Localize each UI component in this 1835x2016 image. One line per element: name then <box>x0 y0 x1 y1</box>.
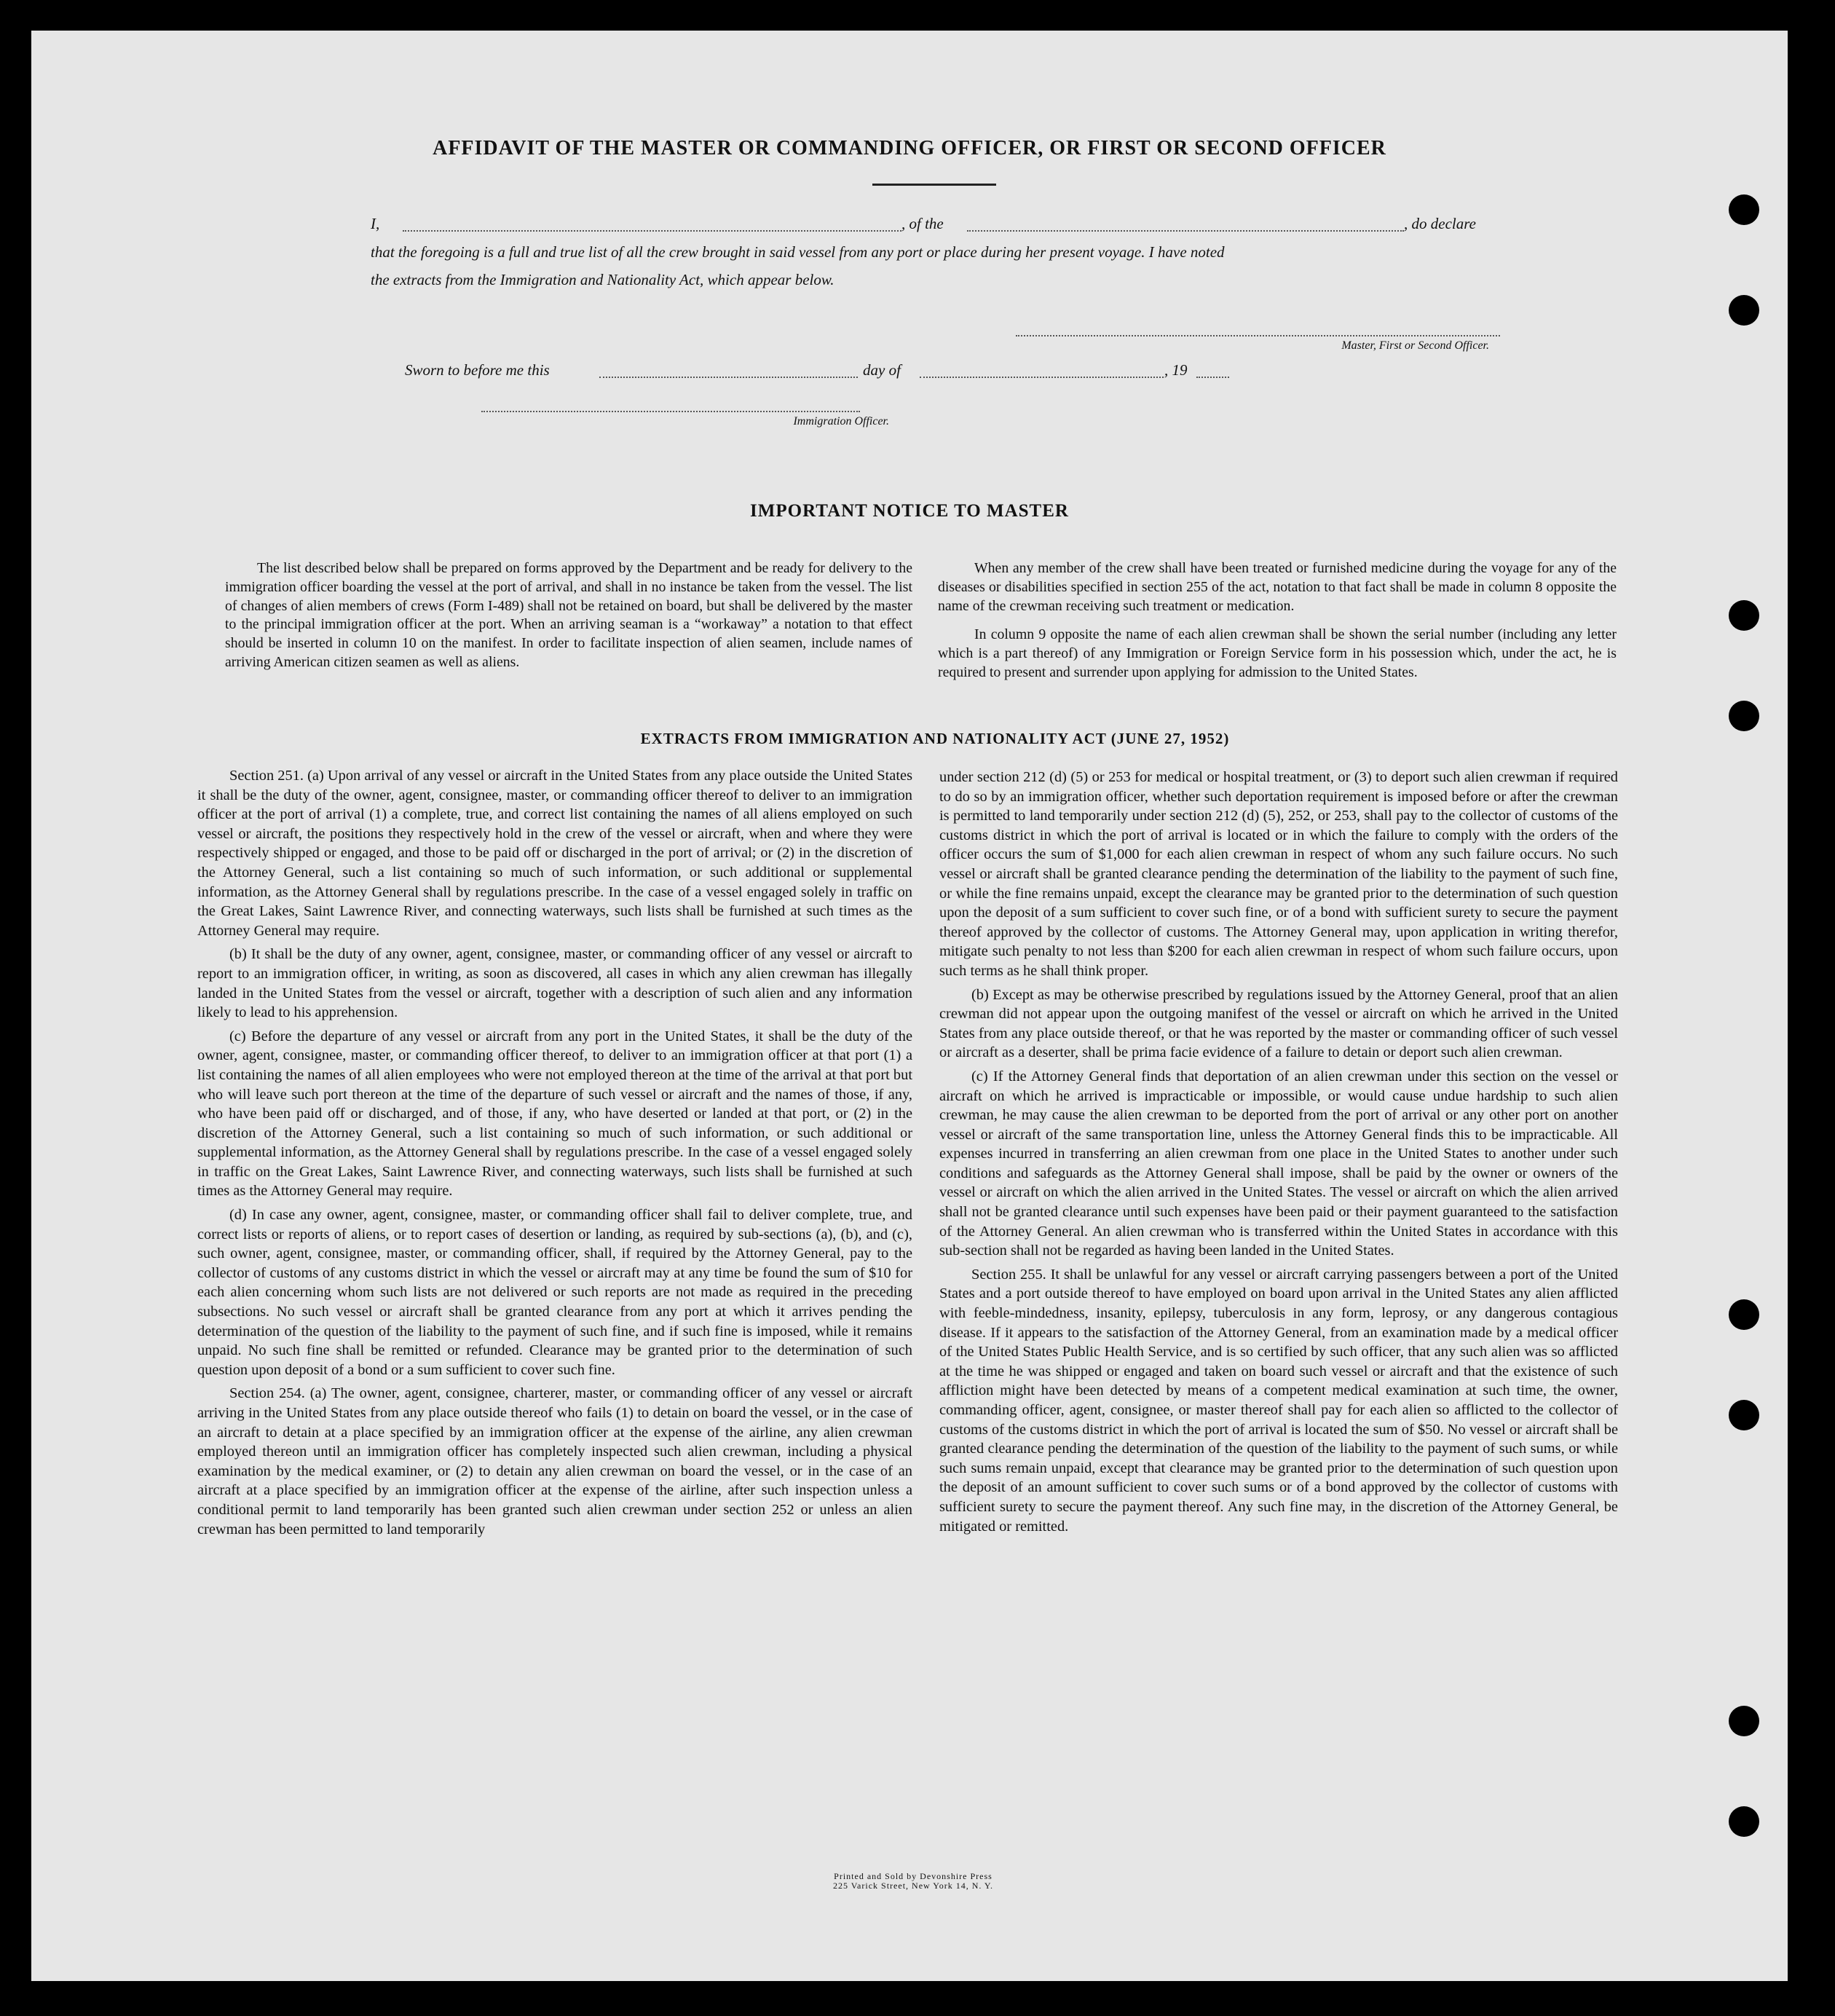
punch-hole <box>1729 1806 1759 1837</box>
sworn-year-blank[interactable] <box>1196 377 1229 378</box>
section-255: Section 255. It shall be unlawful for any vessel or aircraft carrying passengers between a port of the United States and a port outside thereof to have employed on board upon arrival in the United States any alien afflicted with feeble-mindedness, insanity, epilepsy, tuberculosis in any form, leprosy, or any dangerous contagious disease. If it appears to the satisfaction of the Attorney General, from an examination made by a medical officer of the United States Public Health Service, and is so certified by such officer, that any such alien was so afflicted at the time he was shipped or engaged and taken on board such vessel or aircraft and that the existence of such affliction might have been detected by means of a competent medical examination at such time, the owner, commanding officer, agent, consignee, or master thereof shall pay for each alien so afflicted to the collector of customs of the customs district in which the port of arrival is located the sum of $50. No vessel or aircraft shall be granted clearance pending the determination of the question of the liability to the payment of such sums, or while such sums remain unpaid, except that clearance may be granted prior to the determination of such question upon the deposit of an amount sufficient to cover such sums or of a bond approved by the collector of customs with sufficient surety to secure the payment thereof. Any such fine may, in the discretion of the Attorney General, be mitigated or remitted. <box>939 1266 1618 1535</box>
sworn-label: Sworn to before me this <box>405 361 550 379</box>
sworn-month-blank[interactable] <box>920 377 1164 378</box>
officer-signature-label: Immigration Officer. <box>793 415 889 428</box>
section-254a-continued: under section 212 (d) (5) or 253 for medical or hospital treatment, or (3) to deport such alien crewman if required to do so by an immigration officer, whether such deportation requirement is imposed before or after the crewman is permitted to land temporarily under section 212 (d) (5), 252, or 253, shall pay to the collector of customs of the customs district in which the port of arrival is located or in which the failure to comply with the orders of the officer occurs the sum of $1,000 for each alien crewman in respect of whom any such failure occurs. No such vessel or aircraft shall be granted clearance pending the determination of the liability to the payment of such fine, or while the fine remains unpaid, except the clearance may be granted prior to the determination of such question upon the deposit of a sum sufficient to cover such fine, or of a bond with sufficient surety to secure the payment thereof approved by the collector of customs. The Attorney General may, upon application in writing therefor, mitigate such penalty to not less than $200 for each alien crewman in respect of whom such failure occurs, upon such terms as he shall think proper. <box>939 769 1618 979</box>
title-underline <box>872 184 996 186</box>
section-251c: (c) Before the departure of any vessel or aircraft from any port in the United States, it shall be the duty of the owner, agent, consignee, master, or commanding officer thereof, to deliver to an immigration officer at that port (1) a list containing the names of all alien employees who were not employed thereon at the time of the arrival at that port but who will leave such port thereon at the time of the departure of such vessel or aircraft and the names of those, if any, who have been paid off or discharged, and of those, if any, who have deserted or landed at that port, or (2) in the discretion of the Attorney General, such a list containing so much of such information, or such additional or supplemental information, as the Attorney General shall by regulations prescribe. In the case of a vessel engaged solely in traffic on the Great Lakes, Saint Lawrence River, and connecting waterways, such lists shall be furnished at such times as the Attorney General may require. <box>197 1028 912 1200</box>
extracts-right-column <box>939 768 1618 1540</box>
document-page <box>31 31 1788 1981</box>
master-signature-line[interactable] <box>1016 335 1500 336</box>
printer-imprint <box>31 1872 1788 1891</box>
notice-left-column <box>225 559 912 682</box>
punch-hole <box>1729 194 1759 225</box>
day-of-label: day of <box>863 361 901 379</box>
punch-hole <box>1729 701 1759 731</box>
notice-left-paragraph: The list described below shall be prepared on forms approved by the Department and be ready for delivery to the immigration officer boarding the vessel at the port of arrival, and shall in no instance be taken from the vessel. The list of changes of alien members of crews (Form I-489) shall not be retained on board, but shall be delivered by the master to the principal immigration officer at the port. When an arriving seaman is a “workaway” a notation to that effect should be inserted in column 10 on the manifest. In order to facilitate inspection of alien seamen, include names of arriving American citizen seamen as well as aliens. <box>225 560 912 670</box>
punch-hole <box>1729 1400 1759 1430</box>
punch-hole <box>1729 600 1759 631</box>
officer-signature-line[interactable] <box>481 411 860 412</box>
notice-right-column <box>938 559 1617 693</box>
section-254a: Section 254. (a) The owner, agent, consignee, charterer, master, or commanding officer of any vessel or aircraft arriving in the United States from any place outside thereof who fails (1) to detain on board the vessel, or in the case of an aircraft to detain at a place specified by an immigration officer at the expense of the airline, any alien crewman employed thereon until an immigration officer has completely inspected such alien crewman, including a physical examination by the medical examiner, or (2) to detain any alien crewman on board the vessel, or in the case of an aircraft at a place specified by an immigration officer at the expense of the airline, after such inspection unless a conditional permit to land temporarily has been granted such alien crewman under section 252 or unless an alien crewman has been permitted to land temporarily <box>197 1385 912 1537</box>
section-251d: (d) In case any owner, agent, consignee, master, or commanding officer shall fail to deliver complete, true, and correct lists or reports of aliens, or to report cases of desertion or landing, as required by sub-sections (a), (b), and (c), such owner, agent, consignee, master, or commanding officer, shall, if required by the Attorney General, pay to the collector of customs of any customs district in which the vessel or aircraft may at any time be found the sum of $10 for each alien concerning whom such lists are not delivered or such reports are not made as required in the preceding subsections. No such vessel or aircraft shall be granted clearance from any port at which it arrives pending the determination of the question of the liability to the payment of such fine, and if such fine is imposed, while it remains unpaid. No such fine shall be remitted or refunded. Clearance may be granted prior to the determination of such question upon deposit of a bond or a sum sufficient to cover such fine. <box>197 1207 912 1378</box>
punch-hole <box>1729 1299 1759 1330</box>
section-254b: (b) Except as may be otherwise prescribed by regulations issued by the Attorney General, proof that an alien crewman did not appear upon the outgoing manifest of the vessel or aircraft on which he arrived in the United States from any place outside thereof, or that he was reported by the master or commanding officer of such vessel or aircraft as a deserter, shall be prima facie evidence of a failure to detain or deport such alien crewman. <box>939 986 1618 1061</box>
extracts-title: EXTRACTS FROM IMMIGRATION AND NATIONALITY ACT (JUNE 27, 1952) <box>640 730 1230 747</box>
section-251b: (b) It shall be the duty of any owner, agent, consignee, master, or commanding officer of any vessel or aircraft to report to an immigration officer, in writing, as soon as discovered, all cases in which any alien crewman has illegally landed in the United States from the vessel or aircraft, together with a description of such alien and any information likely to lead to his apprehension. <box>197 946 912 1021</box>
affidavit-title: AFFIDAVIT OF THE MASTER OR COMMANDING OFFICER, OR FIRST OR SECOND OFFICER <box>433 137 1386 160</box>
name-blank[interactable] <box>403 230 901 232</box>
printer-line-1: Printed and Sold by Devonshire Press <box>834 1871 993 1881</box>
section-254c: (c) If the Attorney General finds that deportation of an alien crewman under this section on the vessel or aircraft on which he arrived is impracticable or impossible, or would cause undue hardship to such alien crewman, he may cause the alien crewman to be deported from the port of arrival or any other port on another vessel or aircraft of the same transportation line, unless the Attorney General finds this to be impracticable. All expenses incurred in transferring an alien crewman from one place in the United States to another under such conditions and safeguards as the Attorney General shall impose, shall be paid by the owner or owners of the vessel or aircraft on which the alien arrived in the United States. The vessel or aircraft on which the alien arrived shall not be granted clearance until such expenses have been paid or their payment guaranteed to the satisfaction of the Attorney General. An alien crewman who is transferred within the United States in accordance with this sub-section shall not be regarded as having been landed in the United States. <box>939 1068 1618 1259</box>
notice-right-paragraph: When any member of the crew shall have been treated or furnished medicine during the voyage for any of the diseases or disabilities specified in section 255 of the act, notation to that fact shall be made in column 8 opposite the name of the crewman receiving such treatment or medication. <box>938 560 1617 614</box>
punch-hole <box>1729 1706 1759 1736</box>
of-the-label: , of the <box>901 215 944 232</box>
declaration-line-1: that the foregoing is a full and true list of all the crew brought in said vessel from any port or place during her present voyage. I have noted <box>371 243 1225 261</box>
notice-title: IMPORTANT NOTICE TO MASTER <box>750 501 1069 521</box>
i-label: I, <box>371 215 380 232</box>
punch-hole <box>1729 295 1759 326</box>
extracts-left-column <box>197 766 912 1543</box>
master-signature-label: Master, First or Second Officer. <box>1341 339 1489 352</box>
do-declare-label: , do declare <box>1404 215 1476 232</box>
vessel-blank[interactable] <box>967 230 1404 232</box>
notice-right-paragraph: In column 9 opposite the name of each alien crewman shall be shown the serial number (including any letter which is a part thereof) of any Immigration or Foreign Service form in his possession which, under the act, he is required to present and surrender upon applying for admission to the United States. <box>938 626 1617 680</box>
declaration-line-2: the extracts from the Immigration and Nationality Act, which appear below. <box>371 271 834 288</box>
printer-line-2: 225 Varick Street, New York 14, N. Y. <box>832 1881 994 1891</box>
section-251a: Section 251. (a) Upon arrival of any vessel or aircraft in the United States from any place outside the United States it shall be the duty of the owner, agent, consignee, master, or commanding officer thereof to deliver to an immigration officer at the port of arrival (1) a complete, true, and correct list containing the names of all aliens employed on such vessel or aircraft, the positions they respectively hold in the crew of the vessel or aircraft, when and where they were respectively shipped or engaged, and those to be paid off or discharged in the port of arrival; or (2) in the discretion of the Attorney General, such a list containing so much of such information, or such additional or supplemental information, as the Attorney General shall by regulations prescribe. In the case of a vessel engaged solely in traffic on the Great Lakes, Saint Lawrence River, and connecting waterways, such lists shall be furnished at such times as the Attorney General may require. <box>197 768 912 939</box>
sworn-day-blank[interactable] <box>599 377 858 378</box>
year-label: , 19 <box>1164 361 1188 379</box>
